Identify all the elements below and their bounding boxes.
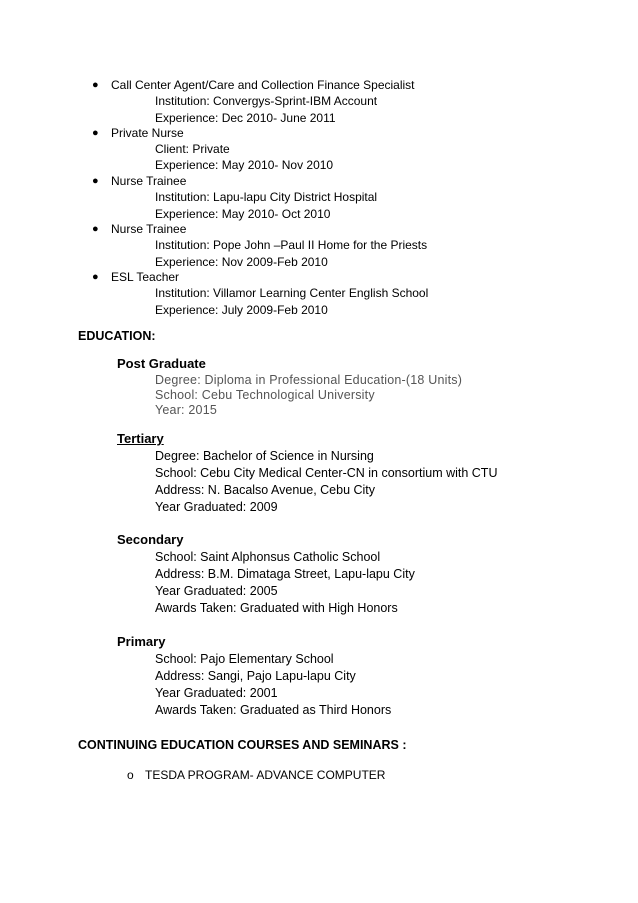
job-title: Nurse Trainee — [111, 174, 187, 188]
primary-line: Awards Taken: Graduated as Third Honors — [155, 703, 392, 717]
secondary-line: Year Graduated: 2005 — [155, 584, 278, 598]
primary-heading: Primary — [117, 634, 166, 649]
secondary-line: Awards Taken: Graduated with High Honors — [155, 601, 398, 615]
post-graduate-line: Degree: Diploma in Professional Education-(18 Units) — [155, 373, 463, 387]
post-graduate-line: School: Cebu Technological University — [155, 388, 375, 402]
course-item: TESDA PROGRAM- ADVANCE COMPUTER — [145, 768, 386, 782]
job-detail: Institution: Pope John –Paul II Home for the Priests — [155, 238, 428, 252]
bullet-icon: ● — [92, 271, 99, 283]
continuing-education-heading: CONTINUING EDUCATION COURSES AND SEMINARS : — [78, 738, 407, 752]
job-detail: Experience: Nov 2009-Feb 2010 — [155, 255, 328, 269]
job-detail: Institution: Convergys-Sprint-IBM Account — [155, 94, 378, 108]
secondary-line: School: Saint Alphonsus Catholic School — [155, 550, 381, 564]
bullet-icon: ● — [92, 127, 99, 139]
primary-line: School: Pajo Elementary School — [155, 652, 334, 666]
bullet-icon: ● — [92, 223, 99, 235]
secondary-line: Address: B.M. Dimataga Street, Lapu-lapu City — [155, 567, 415, 581]
post-graduate-heading: Post Graduate — [117, 356, 206, 371]
job-detail: Institution: Villamor Learning Center English School — [155, 286, 429, 300]
tertiary-line: Year Graduated: 2009 — [155, 500, 278, 514]
bullet-icon: ● — [92, 175, 99, 187]
job-title: Nurse Trainee — [111, 222, 187, 236]
tertiary-line: Address: N. Bacalso Avenue, Cebu City — [155, 483, 376, 497]
circle-bullet-icon: o — [127, 768, 134, 782]
post-graduate-line: Year: 2015 — [155, 403, 218, 417]
primary-line: Address: Sangi, Pajo Lapu-lapu City — [155, 669, 356, 683]
job-detail: Institution: Lapu-lapu City District Hospital — [155, 190, 378, 204]
job-detail: Experience: July 2009-Feb 2010 — [155, 303, 328, 317]
primary-line: Year Graduated: 2001 — [155, 686, 278, 700]
bullet-icon: ● — [92, 79, 99, 91]
tertiary-heading: Tertiary — [117, 431, 164, 446]
job-title: Private Nurse — [111, 126, 184, 140]
job-title: Call Center Agent/Care and Collection Finance Specialist — [111, 78, 415, 92]
job-title: ESL Teacher — [111, 270, 180, 284]
job-detail: Experience: May 2010- Oct 2010 — [155, 207, 331, 221]
job-detail: Client: Private — [155, 142, 230, 156]
secondary-heading: Secondary — [117, 532, 184, 547]
tertiary-line: Degree: Bachelor of Science in Nursing — [155, 449, 374, 463]
tertiary-line: School: Cebu City Medical Center-CN in consortium with CTU — [155, 466, 498, 480]
education-heading: EDUCATION: — [78, 329, 156, 343]
job-detail: Experience: May 2010- Nov 2010 — [155, 158, 334, 172]
job-detail: Experience: Dec 2010- June 2011 — [155, 111, 336, 125]
